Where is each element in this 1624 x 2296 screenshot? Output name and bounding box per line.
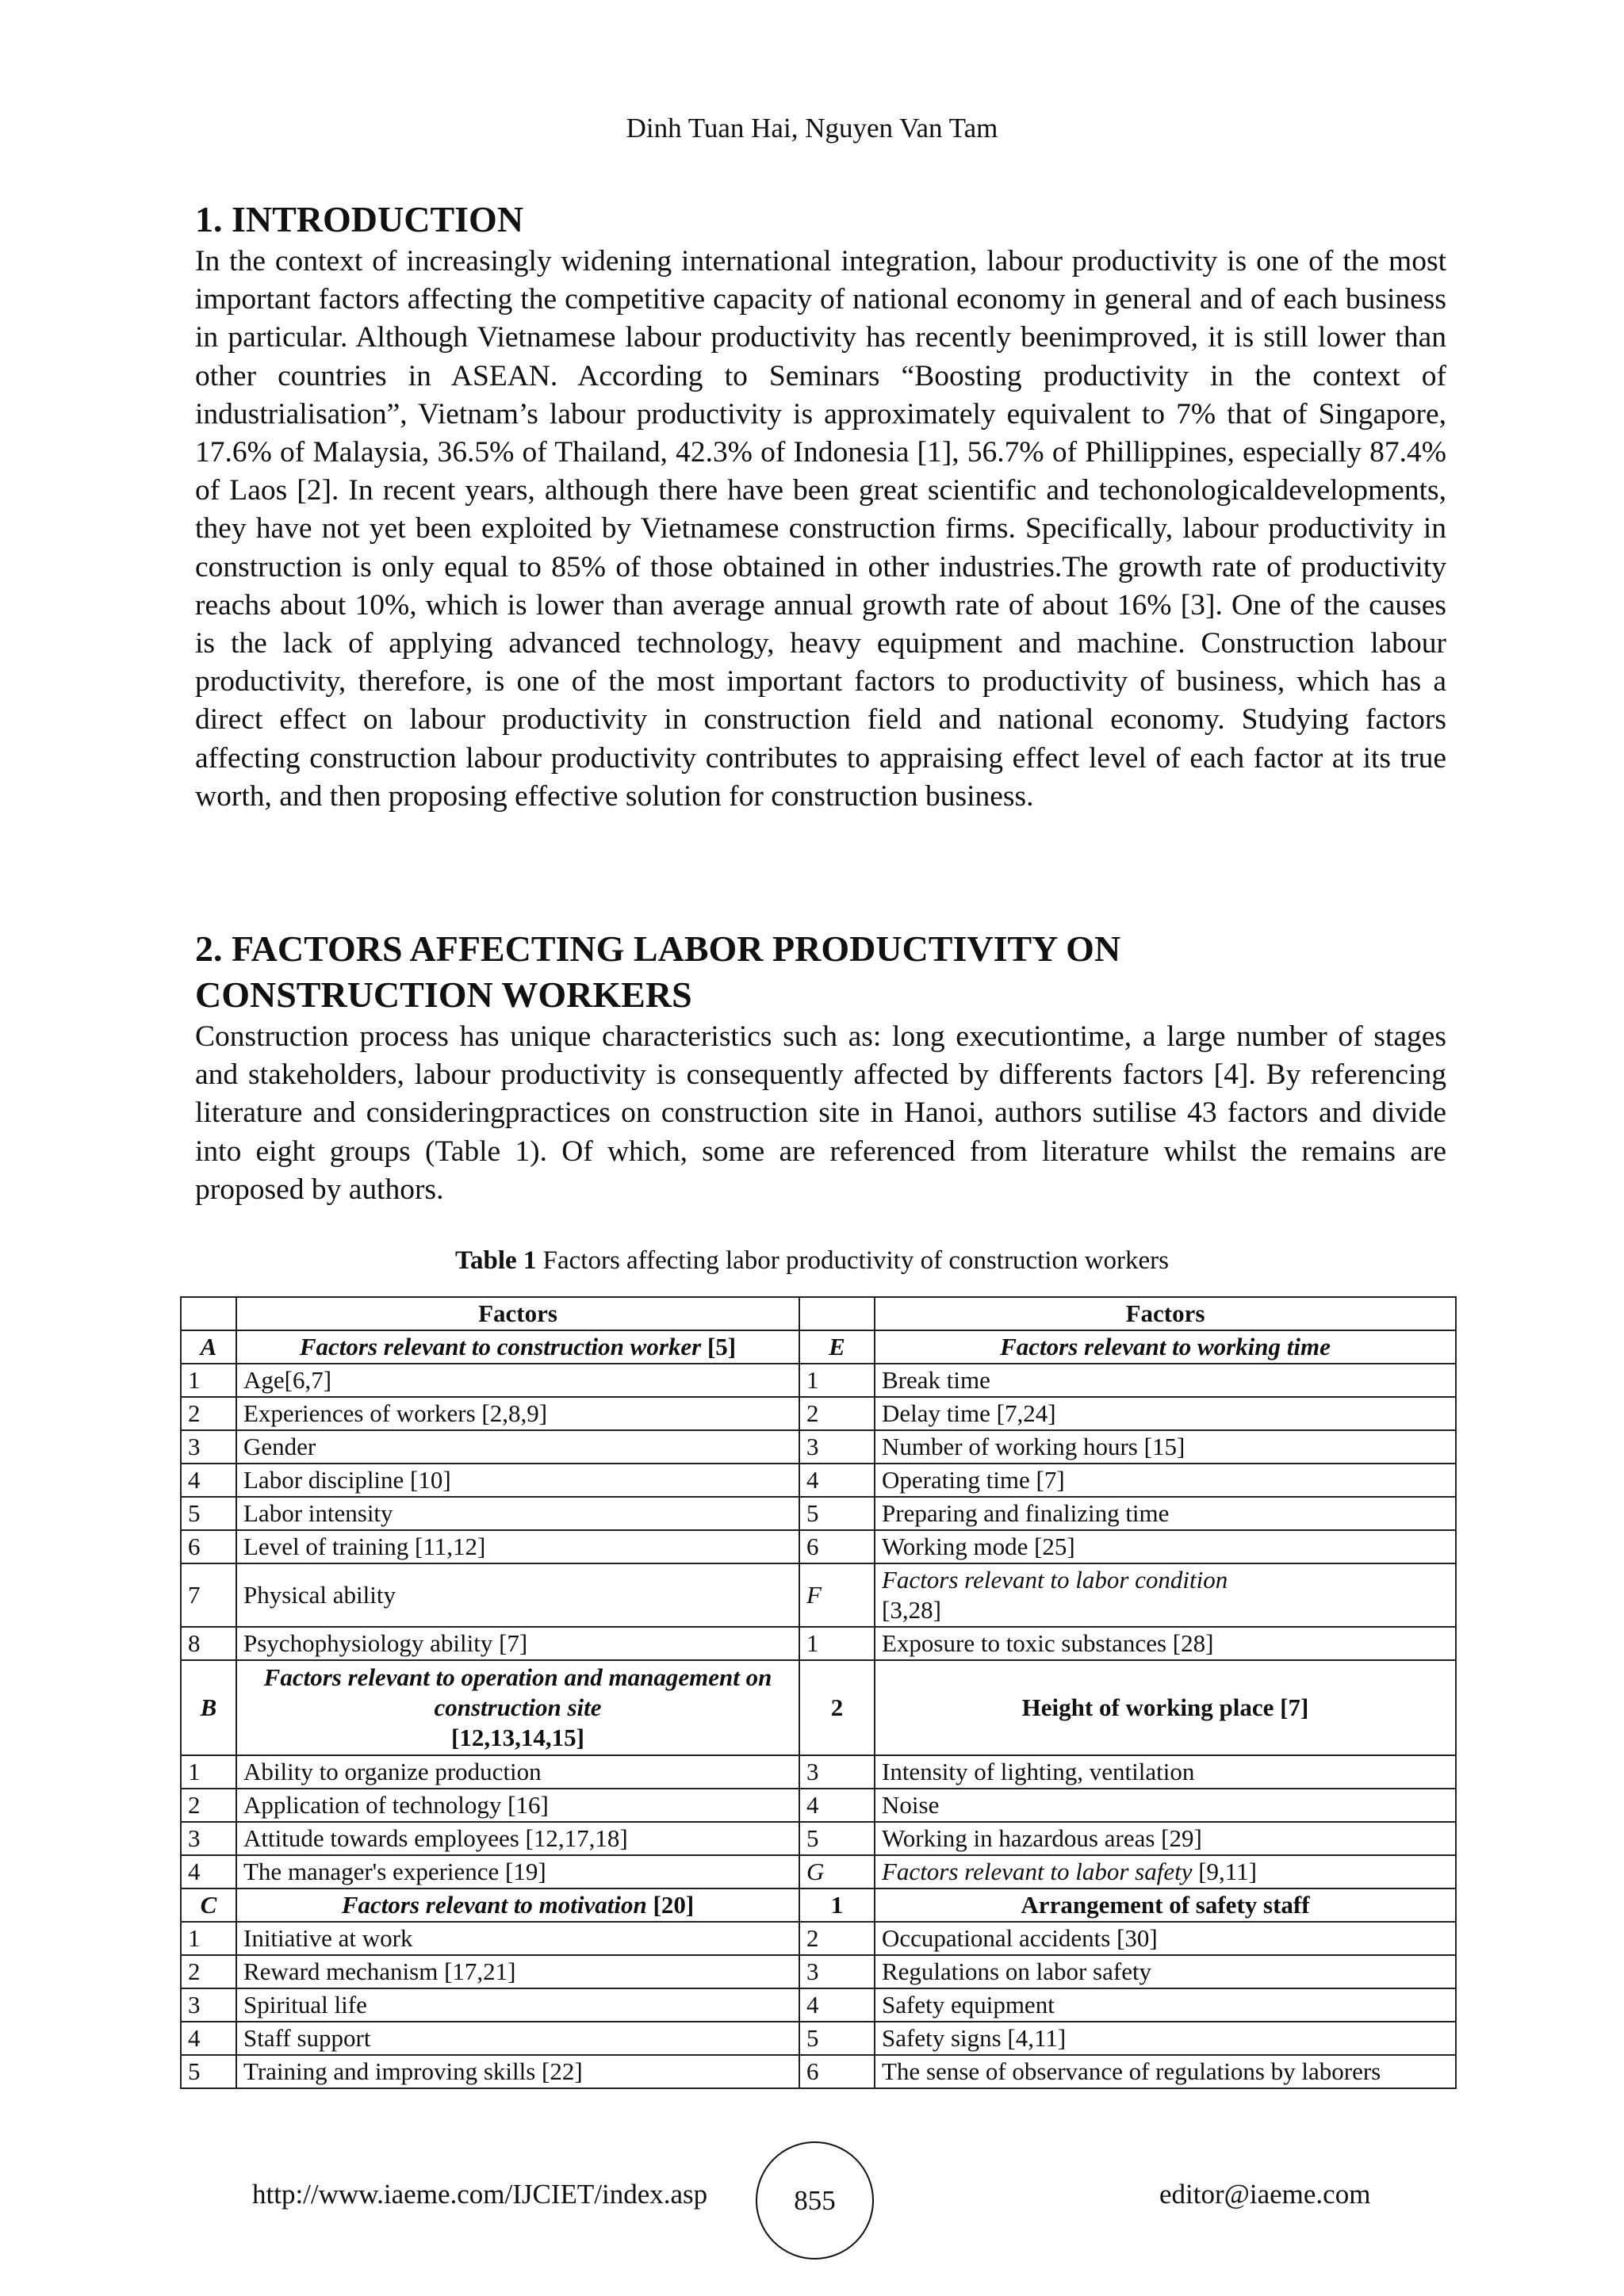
factor-cell: Safety equipment: [875, 1988, 1456, 2022]
row-number: 5: [181, 2055, 236, 2088]
section-heading: [195, 926, 1446, 1018]
factor-cell: Regulations on labor safety: [875, 1955, 1456, 1988]
row-number: 4: [181, 1855, 236, 1888]
row-number: 7: [181, 1563, 236, 1627]
group-title: Factors relevant to working time: [875, 1330, 1456, 1364]
factor-cell: Operating time [7]: [875, 1464, 1456, 1497]
table-caption: [0, 1246, 1624, 1276]
factor-cell: Physical ability: [236, 1563, 799, 1627]
factor-cell: Intensity of lighting, ventilation: [875, 1755, 1456, 1789]
row-number: 1: [181, 1755, 236, 1789]
row-number: 6: [799, 2055, 875, 2088]
row-number: 3: [181, 1430, 236, 1464]
row-number: 2: [799, 1660, 875, 1755]
table-row-group: [181, 1660, 1456, 1755]
table-row: [181, 1988, 1456, 2022]
factor-cell: Application of technology [16]: [236, 1789, 799, 1822]
row-number: 1: [799, 1888, 875, 1922]
factor-cell: Ability to organize production: [236, 1755, 799, 1789]
footer-journal-url[interactable]: http://www.iaeme.com/IJCIET/index.asp: [252, 2179, 708, 2210]
factor-cell: Staff support: [236, 2022, 799, 2055]
factor-cell: Experiences of workers [2,8,9]: [236, 1397, 799, 1430]
factor-cell: Occupational accidents [30]: [875, 1922, 1456, 1955]
factor-cell: Level of training [11,12]: [236, 1530, 799, 1563]
row-number: 5: [799, 1497, 875, 1530]
factor-cell: The sense of observance of regulations by laborers: [875, 2055, 1456, 2088]
factor-cell: Age[6,7]: [236, 1364, 799, 1397]
heading-line: CONSTRUCTION WORKERS: [195, 974, 692, 1015]
factor-cell: Reward mechanism [17,21]: [236, 1955, 799, 1988]
factor-cell: Break time: [875, 1364, 1456, 1397]
row-number: 2: [181, 1955, 236, 1988]
row-number: 1: [799, 1627, 875, 1660]
row-number: 6: [799, 1530, 875, 1563]
factor-cell: Gender: [236, 1430, 799, 1464]
row-number: 2: [181, 1397, 236, 1430]
row-number: 5: [181, 1497, 236, 1530]
group-letter: F: [799, 1563, 875, 1627]
section-paragraph: In the context of increasingly widening international integration, labour productivity is one of the most important factors affecting the competitive capacity of national economy in general and of each business in particular. Although Vietnamese labour productivity has recently beenimproved, it is still lower than other countries in ASEAN. According to Seminars “Boosting productivity in the context of industrialisation”, Vietnam’s labour productivity is approximately equivalent to 7% that of Singapore, 17.6% of Malaysia, 36.5% of Thailand, 42.3% of Indonesia [1], 56.7% of Phillippines, especially 87.4% of Laos [2]. In recent years, although there have been great scientific and techonologicaldevelopments, they have not yet been exploited by Vietnamese construction firms. Specifically, labour productivity in construction is only equal to 85% of those obtained in other industries.The growth rate of productivity reachs about 10%, which is lower than average annual growth rate of about 16% [3]. One of the causes is the lack of applying advanced technology, heavy equipment and machine. Construction labour productivity, therefore, is one of the most important factors to productivity of business, which has a direct effect on labour productivity in construction field and national economy. Studying factors affecting construction labour productivity contributes to appraising effect level of each factor at its true worth, and then proposing effective solution for construction business.: [195, 245, 1446, 813]
row-number: 6: [181, 1530, 236, 1563]
factor-cell: Arrangement of safety staff: [875, 1888, 1456, 1922]
group-title: Factors relevant to labor condition [3,28]: [875, 1563, 1456, 1627]
table-row: [181, 1364, 1456, 1397]
group-letter: B: [181, 1660, 236, 1755]
table-row-group: [181, 1888, 1456, 1922]
table-header-row: [181, 1297, 1456, 1330]
factor-cell: Spiritual life: [236, 1988, 799, 2022]
factor-cell: Noise: [875, 1789, 1456, 1822]
group-letter: E: [799, 1330, 875, 1364]
group-title: Factors relevant to construction worker [5]: [236, 1330, 799, 1364]
group-letter: A: [181, 1330, 236, 1364]
table-row: [181, 1627, 1456, 1660]
row-number: 2: [799, 1397, 875, 1430]
group-letter: G: [799, 1855, 875, 1888]
row-number: 4: [181, 1464, 236, 1497]
row-number: 2: [799, 1922, 875, 1955]
row-number: 1: [181, 1364, 236, 1397]
table-row-group: [181, 1330, 1456, 1364]
row-number: 4: [799, 1464, 875, 1497]
row-number: 5: [799, 1822, 875, 1855]
running-head-authors: Dinh Tuan Hai, Nguyen Van Tam: [626, 113, 998, 144]
table-row: [181, 1855, 1456, 1888]
factor-cell: The manager's experience [19]: [236, 1855, 799, 1888]
group-title: Factors relevant to labor safety [9,11]: [875, 1855, 1456, 1888]
heading-line: 2. FACTORS AFFECTING LABOR PRODUCTIVITY ON: [195, 928, 1121, 969]
factor-cell: Height of working place [7]: [875, 1660, 1456, 1755]
table-row: [181, 1530, 1456, 1563]
factor-cell: Labor discipline [10]: [236, 1464, 799, 1497]
page-number: 855: [756, 2141, 874, 2260]
factor-cell: Exposure to toxic substances [28]: [875, 1627, 1456, 1660]
table-caption-label: Table 1: [455, 1246, 537, 1275]
factor-cell: Working mode [25]: [875, 1530, 1456, 1563]
table-row: [181, 1755, 1456, 1789]
section-heading: 1. INTRODUCTION: [195, 199, 524, 239]
row-number: 2: [181, 1789, 236, 1822]
table-row: [181, 1922, 1456, 1955]
group-letter: C: [181, 1888, 236, 1922]
table-row: [181, 1497, 1456, 1530]
table-row: [181, 1397, 1456, 1430]
row-number: 8: [181, 1627, 236, 1660]
section-factors: [195, 926, 1446, 1209]
section-introduction: [195, 197, 1446, 816]
table-caption-text: Factors affecting labor productivity of construction workers: [536, 1246, 1169, 1275]
factor-cell: Psychophysiology ability [7]: [236, 1627, 799, 1660]
table-row: [181, 1563, 1456, 1627]
table-row: [181, 1430, 1456, 1464]
row-number: 3: [181, 1822, 236, 1855]
table-row: [181, 1464, 1456, 1497]
factor-cell: Working in hazardous areas [29]: [875, 1822, 1456, 1855]
table-row: [181, 2055, 1456, 2088]
footer-email[interactable]: editor@iaeme.com: [1159, 2179, 1371, 2210]
row-number: 1: [799, 1364, 875, 1397]
factor-cell: Training and improving skills [22]: [236, 2055, 799, 2088]
header-cell: Factors: [236, 1297, 799, 1330]
row-number: 3: [799, 1955, 875, 1988]
factors-table: [180, 1296, 1457, 2089]
factor-cell: Labor intensity: [236, 1497, 799, 1530]
section-paragraph: Construction process has unique characteristics such as: long executiontime, a large number of stages and stakeholders, labour productivity is consequently affected by differents factors [4]. By referencing literature and consideringpractices on construction site in Hanoi, authors sutilise 43 factors and divide into eight groups (Table 1). Of which, some are referenced from literature whilst the remains are proposed by authors.: [195, 1020, 1446, 1206]
group-title: Factors relevant to operation and management on construction site [12,13,14,15]: [236, 1660, 799, 1755]
header-cell: Factors: [875, 1297, 1456, 1330]
factor-cell: Attitude towards employees [12,17,18]: [236, 1822, 799, 1855]
table-row: [181, 1822, 1456, 1855]
row-number: 4: [799, 1988, 875, 2022]
factor-cell: Number of working hours [15]: [875, 1430, 1456, 1464]
group-title: Factors relevant to motivation [20]: [236, 1888, 799, 1922]
row-number: 3: [799, 1755, 875, 1789]
row-number: 5: [799, 2022, 875, 2055]
factor-cell: Preparing and finalizing time: [875, 1497, 1456, 1530]
row-number: 4: [181, 2022, 236, 2055]
row-number: 4: [799, 1789, 875, 1822]
row-number: 1: [181, 1922, 236, 1955]
factor-cell: Delay time [7,24]: [875, 1397, 1456, 1430]
row-number: 3: [181, 1988, 236, 2022]
row-number: 3: [799, 1430, 875, 1464]
factor-cell: Initiative at work: [236, 1922, 799, 1955]
table-row: [181, 1955, 1456, 1988]
table-row: [181, 2022, 1456, 2055]
table-row: [181, 1789, 1456, 1822]
factor-cell: Safety signs [4,11]: [875, 2022, 1456, 2055]
